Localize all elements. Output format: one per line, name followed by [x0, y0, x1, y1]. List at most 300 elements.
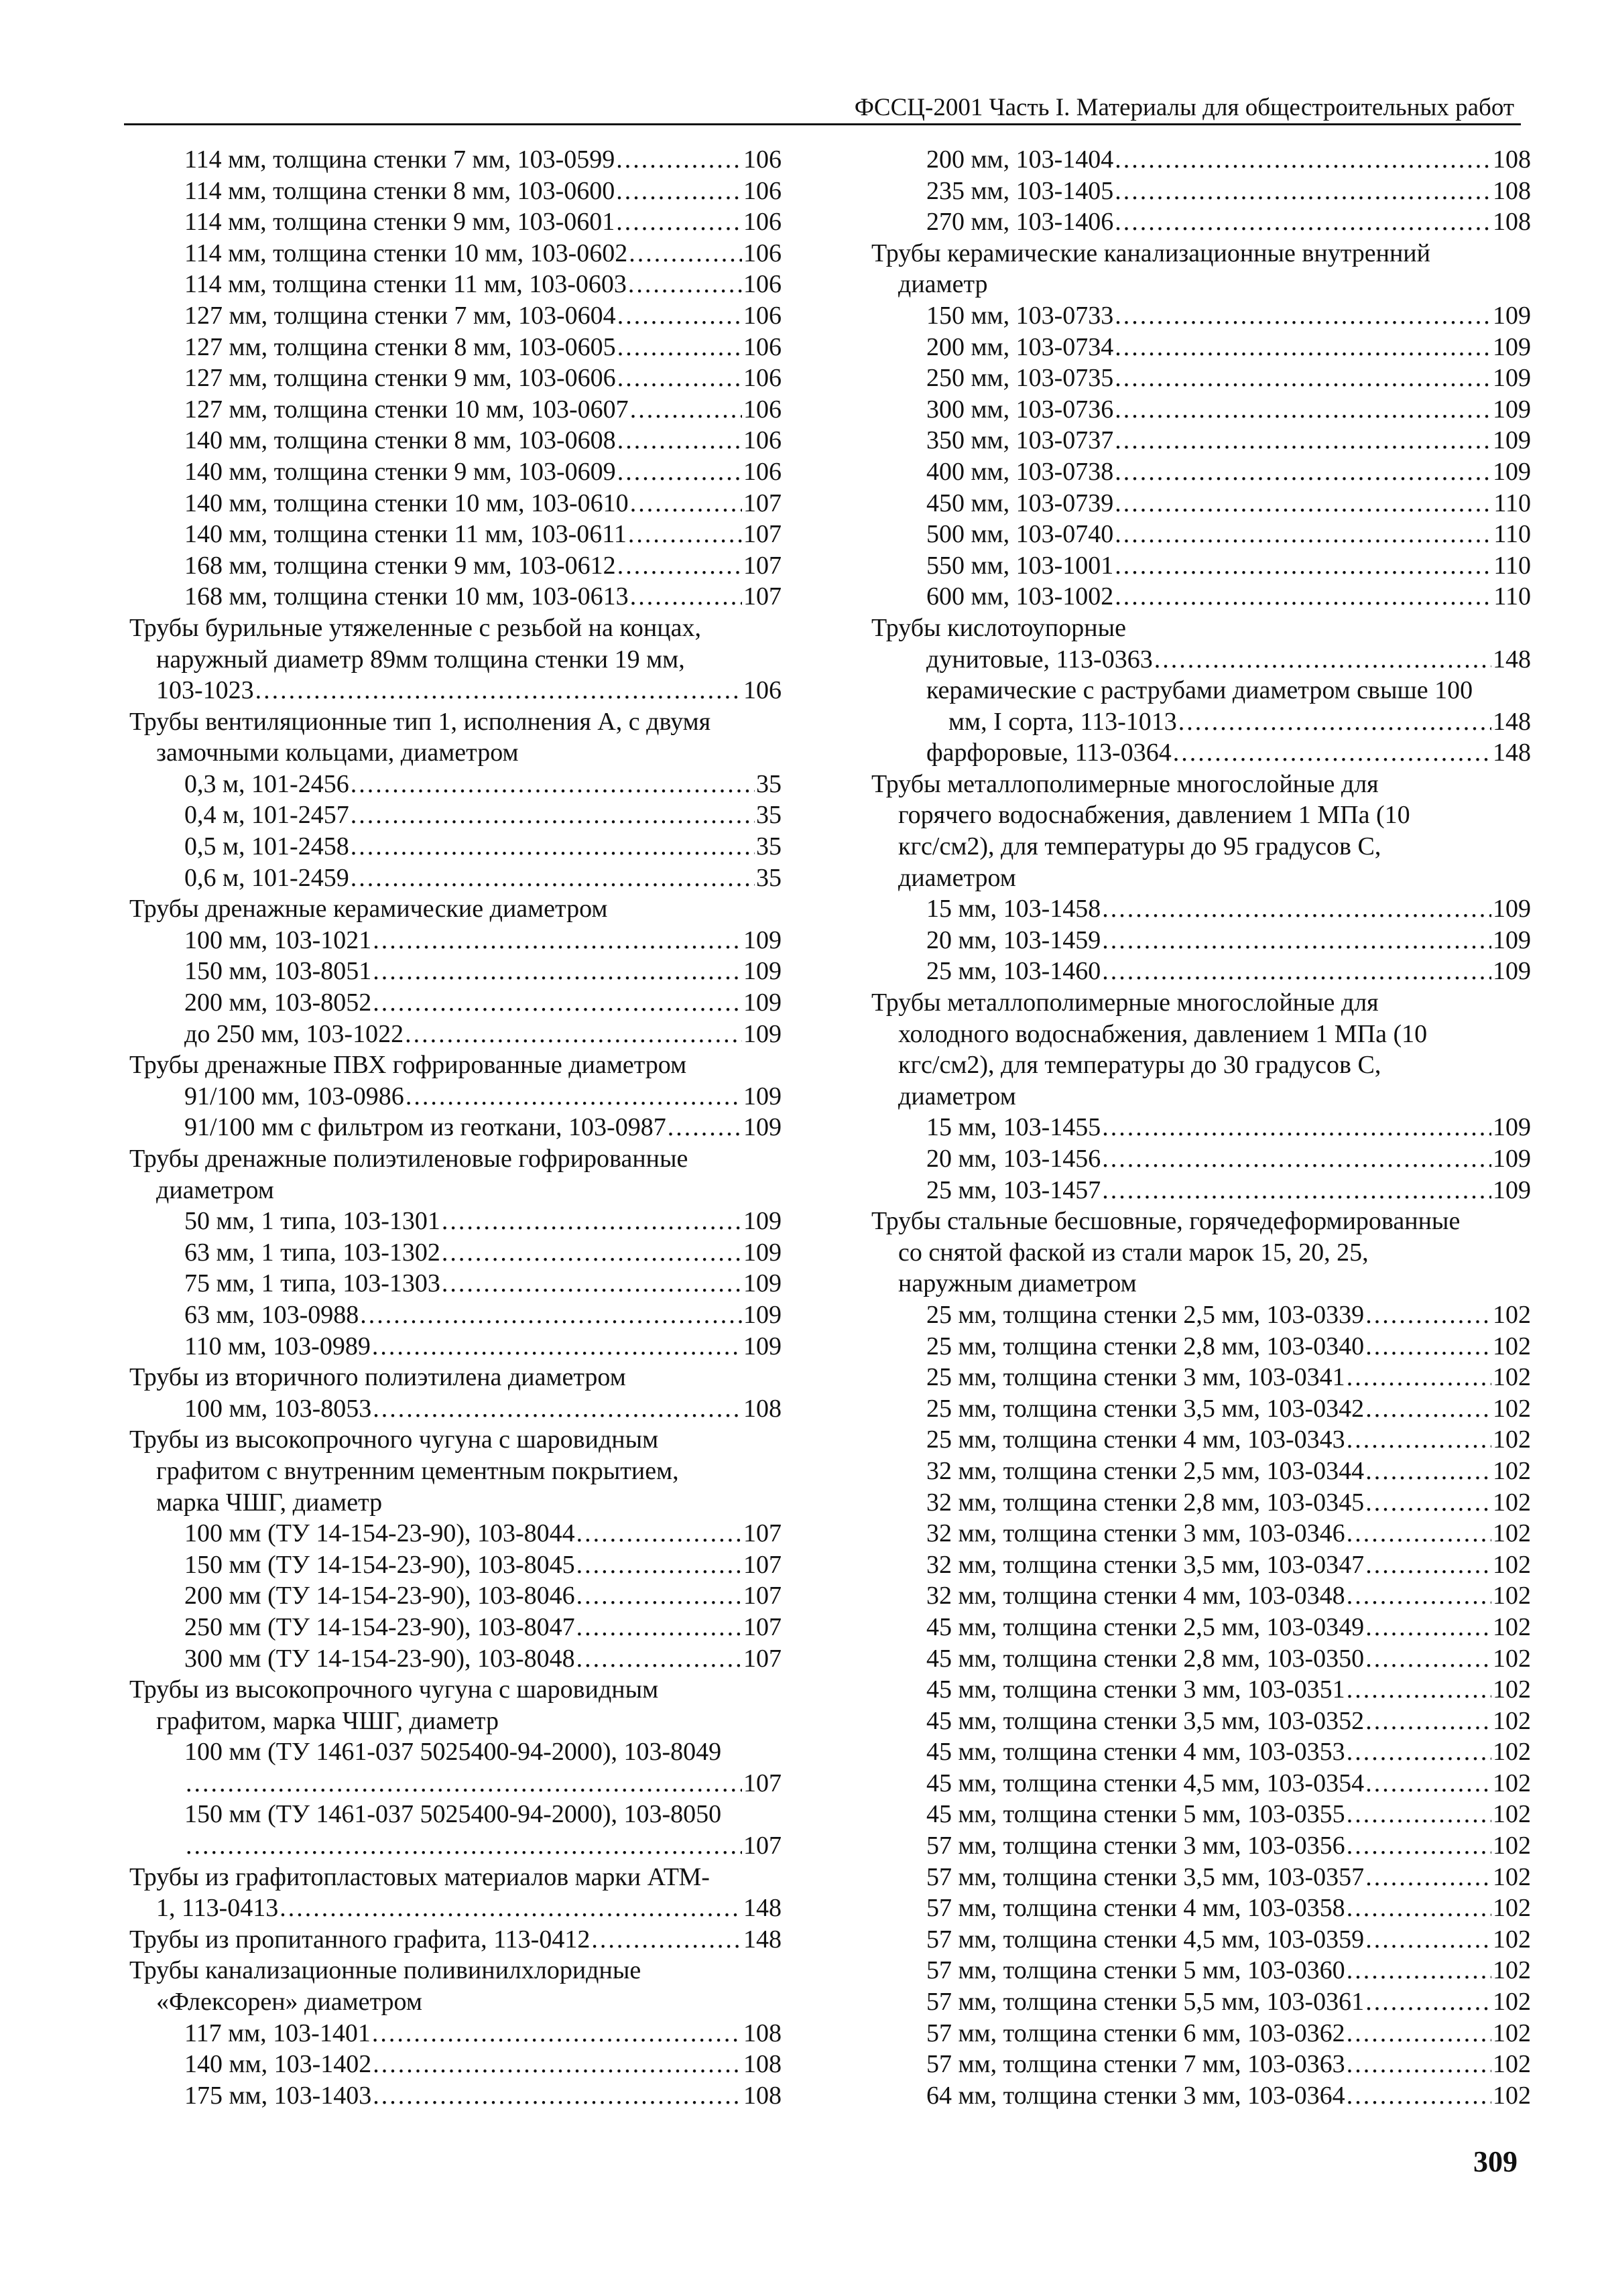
dot-leader: [1365, 1549, 1491, 1581]
entry-text: 57 мм, толщина стенки 4,5 мм, 103-0359: [926, 1925, 1365, 1954]
entry-text: 45 мм, толщина стенки 4,5 мм, 103-0354: [926, 1769, 1365, 1797]
entry-page: 108: [743, 2050, 782, 2079]
dot-leader: [1115, 519, 1492, 550]
entry-page: 102: [1493, 1425, 1531, 1454]
entry-page: 102: [1493, 1738, 1531, 1767]
index-entry: [129, 1986, 782, 2018]
index-entry: [129, 2080, 782, 2112]
entry-page: 148: [743, 1925, 782, 1954]
entry-text: 168 мм, толщина стенки 10 мм, 103-0613: [184, 582, 629, 611]
entry-text: 45 мм, толщина стенки 3,5 мм, 103-0352: [926, 1706, 1365, 1735]
dot-leader: [576, 1549, 742, 1581]
index-entry: [871, 394, 1531, 426]
dot-leader: [576, 1612, 742, 1643]
entry-text: 168 мм, толщина стенки 9 мм, 103-0612: [184, 551, 616, 580]
dot-leader: [1102, 956, 1491, 987]
entry-page: 108: [1493, 208, 1531, 237]
index-entry: [129, 2049, 782, 2080]
entry-page: 35: [756, 832, 782, 861]
entry-page: 102: [1493, 1550, 1531, 1579]
dot-leader: [372, 1331, 742, 1362]
entry-page: 109: [1493, 332, 1531, 361]
entry-text: 140 мм, 103-1402: [184, 2050, 372, 2079]
entry-text: 0,4 м, 101-2457: [184, 801, 349, 830]
index-entry: [129, 800, 782, 831]
entry-text: 25 мм, толщина стенки 3 мм, 103-0341: [926, 1363, 1345, 1392]
entry-page: 102: [1493, 1925, 1531, 1954]
dot-leader: [616, 206, 742, 238]
entry-page: 107: [743, 1832, 782, 1860]
dot-leader: [1347, 1674, 1491, 1706]
entry-text: 200 мм, 103-0734: [926, 332, 1114, 361]
dot-leader: [373, 1393, 742, 1425]
dot-leader: [1347, 1736, 1491, 1768]
entry-text: Трубы из вторичного полиэтилена диаметром: [129, 1363, 626, 1392]
entry-text: 25 мм, толщина стенки 2,8 мм, 103-0340: [926, 1332, 1365, 1360]
dot-leader: [1347, 1893, 1491, 1924]
entry-text: диаметром: [156, 1175, 274, 1204]
entry-page: 109: [1493, 957, 1531, 986]
entry-text: 32 мм, толщина стенки 2,8 мм, 103-0345: [926, 1488, 1365, 1517]
index-entry: [871, 1331, 1531, 1362]
dot-leader: [1115, 550, 1492, 582]
entry-page: 148: [1493, 707, 1531, 736]
dot-leader: [617, 332, 742, 363]
index-entry: [871, 863, 1531, 894]
dot-leader: [1347, 1580, 1491, 1612]
dot-leader: [1347, 1518, 1491, 1549]
index-entry: [129, 206, 782, 238]
index-entry: [129, 706, 782, 738]
entry-page: 102: [1493, 1800, 1531, 1829]
entry-page: 107: [743, 1550, 782, 1579]
index-entry: [129, 456, 782, 488]
entry-page: 108: [743, 2019, 782, 2047]
entry-text: 150 мм (ТУ 1461-037 5025400-94-2000), 103-8050: [184, 1800, 722, 1829]
entry-text: 550 мм, 103-1001: [926, 551, 1114, 580]
entry-text: графитом, марка ЧШГ, диаметр: [156, 1706, 499, 1735]
entry-text: 15 мм, 103-1458: [926, 895, 1101, 923]
dot-leader: [373, 987, 742, 1019]
dot-leader: [1154, 644, 1491, 676]
entry-page: 109: [743, 957, 782, 986]
index-entry: [129, 1799, 782, 1830]
index-entry: [871, 1112, 1531, 1143]
entry-page: 102: [1493, 1363, 1531, 1392]
entry-text: 63 мм, 103-0988: [184, 1300, 359, 1329]
entry-text: 100 мм, 103-8053: [184, 1394, 372, 1423]
index-entry: [871, 1612, 1531, 1643]
entry-page: 109: [1493, 926, 1531, 954]
entry-text: холодного водоснабжения, давлением 1 МПа (10: [898, 1019, 1428, 1048]
index-entry: [129, 1393, 782, 1425]
entry-page: 107: [743, 1644, 782, 1673]
entry-page: 107: [743, 551, 782, 580]
entry-text: 45 мм, толщина стенки 5 мм, 103-0355: [926, 1800, 1345, 1829]
entry-text: Трубы дренажные полиэтиленовые гофрированные: [129, 1145, 688, 1173]
index-entry: [129, 332, 782, 363]
dot-leader: [628, 519, 742, 550]
entry-page: 102: [1493, 1675, 1531, 1704]
entry-page: 107: [743, 489, 782, 517]
entry-page: 110: [1493, 582, 1531, 611]
dot-leader: [351, 863, 755, 894]
entry-page: 109: [743, 1332, 782, 1360]
index-entry: [129, 363, 782, 394]
entry-text: до 250 мм, 103-1022: [184, 1019, 404, 1048]
index-entry: [129, 1237, 782, 1269]
dot-leader: [1365, 1456, 1491, 1487]
entry-text: 32 мм, толщина стенки 4 мм, 103-0348: [926, 1582, 1345, 1610]
entry-text: Трубы дренажные керамические диаметром: [129, 895, 608, 923]
index-entry: [871, 1175, 1531, 1206]
entry-text: Трубы металлополимерные многослойные для: [871, 988, 1379, 1017]
entry-text: 15 мм, 103-1455: [926, 1113, 1101, 1142]
index-entry: [871, 1706, 1531, 1737]
entry-page: 109: [1493, 395, 1531, 424]
dot-leader: [442, 1237, 742, 1269]
entry-text: Трубы канализационные поливинилхлоридные: [129, 1956, 641, 1985]
index-entry: [129, 644, 782, 676]
entry-text: диаметр: [898, 270, 988, 299]
index-entry: [129, 1331, 782, 1362]
dot-leader: [1365, 1643, 1491, 1675]
dot-leader: [280, 1893, 742, 1924]
entry-text: Трубы из пропитанного графита, 113-0412: [129, 1925, 591, 1954]
entry-text: 117 мм, 103-1401: [184, 2019, 371, 2047]
entry-text: 100 мм (ТУ 14-154-23-90), 103-8044: [184, 1519, 575, 1548]
entry-page: 102: [1493, 1488, 1531, 1517]
entry-page: 106: [743, 208, 782, 237]
index-entry: [129, 581, 782, 613]
index-entry: [129, 1081, 782, 1112]
entry-page: 106: [743, 239, 782, 267]
dot-leader: [351, 831, 755, 863]
index-entry: [871, 488, 1531, 519]
index-entry: [129, 300, 782, 332]
dot-leader: [1365, 1393, 1491, 1425]
dot-leader: [1347, 1424, 1491, 1456]
dot-leader: [617, 456, 742, 488]
entry-text: 25 мм, толщина стенки 2,5 мм, 103-0339: [926, 1300, 1365, 1329]
entry-page: 148: [1493, 645, 1531, 674]
entry-page: 102: [1493, 1894, 1531, 1923]
entry-text: 450 мм, 103-0739: [926, 489, 1114, 517]
entry-page: 102: [1493, 1988, 1531, 2017]
index-entry: [871, 1580, 1531, 1612]
dot-leader: [1102, 893, 1491, 925]
entry-text: 350 мм, 103-0737: [926, 426, 1114, 455]
entry-text: Трубы из высокопрочного чугуна с шаровидным: [129, 1425, 659, 1454]
index-column-left: [129, 144, 782, 2111]
entry-text: наружный диаметр 89мм толщина стенки 19 мм,: [156, 645, 685, 674]
dot-leader: [1115, 363, 1491, 394]
entry-text: 140 мм, толщина стенки 10 мм, 103-0610: [184, 489, 629, 517]
index-entry: [871, 363, 1531, 394]
index-entry: [871, 800, 1531, 831]
entry-text: 114 мм, толщина стенки 8 мм, 103-0600: [184, 176, 615, 205]
entry-page: 109: [743, 1269, 782, 1298]
running-header: [124, 91, 1521, 125]
entry-text: 25 мм, толщина стенки 4 мм, 103-0343: [926, 1425, 1345, 1454]
index-entry: [871, 1393, 1531, 1425]
dot-leader: [617, 425, 742, 456]
entry-page: 35: [756, 769, 782, 798]
dot-leader: [1115, 394, 1491, 426]
entry-text: 110 мм, 103-0989: [184, 1332, 371, 1360]
entry-page: 109: [743, 1113, 782, 1142]
dot-leader: [1347, 2049, 1491, 2080]
entry-text: керамические с раструбами диаметром свыше 100: [926, 676, 1473, 705]
entry-page: 108: [1493, 145, 1531, 174]
entry-text: Трубы из графитопластовых материалов марки АТМ-: [129, 1862, 710, 1891]
entry-page: 109: [743, 1207, 782, 1236]
entry-page: 109: [1493, 301, 1531, 330]
entry-text: 32 мм, толщина стенки 2,5 мм, 103-0344: [926, 1456, 1365, 1485]
index-entry: [871, 550, 1531, 582]
entry-page: 109: [743, 1300, 782, 1329]
dot-leader: [576, 1518, 742, 1549]
entry-page: 102: [1493, 1769, 1531, 1797]
dot-leader: [1347, 2018, 1491, 2049]
entry-text: 250 мм, 103-0735: [926, 364, 1114, 393]
entry-page: 102: [1493, 1582, 1531, 1610]
entry-page: 102: [1493, 1612, 1531, 1641]
dot-leader: [1178, 706, 1491, 738]
dot-leader: [617, 363, 742, 394]
dot-leader: [1102, 1175, 1491, 1206]
index-entry: [871, 1081, 1531, 1112]
index-entry: [871, 737, 1531, 769]
index-entry: [129, 269, 782, 300]
entry-text: со снятой фаской из стали марок 15, 20, 25,: [898, 1238, 1369, 1267]
entry-text: 0,5 м, 101-2458: [184, 832, 349, 861]
entry-text: 300 мм (ТУ 14-154-23-90), 103-8048: [184, 1644, 575, 1673]
dot-leader: [668, 1112, 742, 1143]
dot-leader: [186, 1768, 742, 1799]
dot-leader: [617, 300, 742, 332]
index-entry: [871, 2018, 1531, 2049]
dot-leader: [1365, 1706, 1491, 1737]
index-entry: [129, 1518, 782, 1549]
entry-text: Трубы вентиляционные тип 1, исполнения А, с двумя: [129, 707, 711, 736]
dot-leader: [405, 1019, 742, 1050]
entry-page: 106: [743, 176, 782, 205]
index-entry: [871, 1674, 1531, 1706]
index-entry: [871, 1549, 1531, 1581]
entry-text: графитом с внутренним цементным покрытием,: [156, 1456, 679, 1485]
dot-leader: [591, 1924, 742, 1956]
entry-page: 109: [1493, 1145, 1531, 1173]
entry-page: 107: [743, 520, 782, 549]
dot-leader: [373, 2080, 742, 2112]
dot-leader: [616, 176, 742, 207]
index-entry: [129, 238, 782, 269]
index-entry: [129, 1299, 782, 1331]
entry-page: 102: [1493, 1519, 1531, 1548]
dot-leader: [186, 1830, 742, 1862]
index-entry: [129, 1580, 782, 1612]
entry-text: 400 мм, 103-0738: [926, 457, 1114, 486]
index-entry: [871, 2080, 1531, 2112]
index-entry: [871, 300, 1531, 332]
entry-text: мм, I сорта, 113-1013: [948, 707, 1177, 736]
entry-text: Трубы дренажные ПВХ гофрированные диаметром: [129, 1051, 687, 1080]
entry-text: Трубы кислотоупорные: [871, 613, 1126, 642]
index-entry: [129, 1549, 782, 1581]
entry-page: 106: [743, 332, 782, 361]
index-entry: [871, 1518, 1531, 1549]
index-entry: [129, 769, 782, 800]
entry-text: 103-1023: [156, 676, 254, 705]
dot-leader: [1115, 488, 1492, 519]
dot-leader: [1365, 1924, 1491, 1956]
index-entry: [871, 176, 1531, 207]
dot-leader: [1365, 1331, 1491, 1362]
entry-page: 102: [1493, 1706, 1531, 1735]
entry-text: Трубы из высокопрочного чугуна с шаровидным: [129, 1675, 659, 1704]
entry-text: Трубы бурильные утяжеленные с резьбой на концах,: [129, 613, 701, 642]
entry-page: 102: [1493, 1394, 1531, 1423]
index-entry: [129, 831, 782, 863]
entry-page: 109: [1493, 426, 1531, 455]
index-entry: [871, 1768, 1531, 1799]
entry-page: 106: [743, 395, 782, 424]
dot-leader: [576, 1580, 742, 1612]
index-entry: [129, 1893, 782, 1924]
entry-text: горячего водоснабжения, давлением 1 МПа (10: [898, 801, 1410, 830]
entry-text: 57 мм, толщина стенки 3 мм, 103-0356: [926, 1832, 1345, 1860]
entry-text: 32 мм, толщина стенки 3 мм, 103-0346: [926, 1519, 1345, 1548]
entry-page: 107: [743, 582, 782, 611]
index-column-right: [871, 144, 1531, 2111]
entry-text: 150 мм, 103-0733: [926, 301, 1114, 330]
dot-leader: [1115, 581, 1492, 613]
index-entry: [871, 456, 1531, 488]
entry-text: диаметром: [898, 1082, 1016, 1110]
index-entry: [129, 1643, 782, 1675]
dot-leader: [617, 550, 742, 582]
dot-leader: [1365, 1612, 1491, 1643]
entry-page: 106: [743, 426, 782, 455]
entry-text: 270 мм, 103-1406: [926, 208, 1114, 237]
index-entry: [129, 1456, 782, 1487]
entry-text: марка ЧШГ, диаметр: [156, 1488, 383, 1517]
dot-leader: [630, 488, 742, 519]
index-entry: [871, 1424, 1531, 1456]
entry-text: 150 мм (ТУ 14-154-23-90), 103-8045: [184, 1550, 575, 1579]
index-entry: [129, 987, 782, 1019]
entry-text: 140 мм, толщина стенки 11 мм, 103-0611: [184, 520, 627, 549]
index-entry: [129, 1955, 782, 1986]
entry-text: 175 мм, 103-1403: [184, 2081, 372, 2110]
entry-page: 107: [743, 1769, 782, 1797]
index-entry: [871, 425, 1531, 456]
index-entry: [871, 1830, 1531, 1862]
entry-text: кгс/см2), для температуры до 95 градусов С,: [898, 832, 1381, 861]
dot-leader: [1115, 332, 1491, 363]
dot-leader: [630, 581, 742, 613]
entry-text: 50 мм, 1 типа, 103-1301: [184, 1207, 440, 1236]
dot-leader: [255, 675, 742, 706]
dot-leader: [1115, 456, 1491, 488]
entry-text: 127 мм, толщина стенки 10 мм, 103-0607: [184, 395, 629, 424]
entry-text: 75 мм, 1 типа, 103-1303: [184, 1269, 440, 1298]
dot-leader: [629, 238, 742, 269]
dot-leader: [1102, 1143, 1491, 1175]
index-entry: [871, 613, 1531, 644]
entry-page: 102: [1493, 1832, 1531, 1860]
entry-page: 109: [743, 926, 782, 954]
entry-text: 200 мм, 103-1404: [926, 145, 1114, 174]
entry-text: 500 мм, 103-0740: [926, 520, 1114, 549]
entry-text: «Флексорен» диаметром: [156, 1988, 422, 2017]
entry-page: 109: [743, 1019, 782, 1048]
index-entry: [129, 425, 782, 456]
entry-page: 110: [1493, 520, 1531, 549]
dot-leader: [628, 269, 742, 300]
index-entry: [871, 956, 1531, 987]
entry-page: 35: [756, 863, 782, 892]
index-entry: [871, 1299, 1531, 1331]
index-entry: [871, 144, 1531, 176]
index-entry: [871, 238, 1531, 269]
dot-leader: [1347, 1830, 1491, 1862]
entry-page: 106: [743, 145, 782, 174]
entry-text: 200 мм (ТУ 14-154-23-90), 103-8046: [184, 1582, 575, 1610]
entry-page: 106: [743, 676, 782, 705]
entry-page: 107: [743, 1582, 782, 1610]
entry-text: 300 мм, 103-0736: [926, 395, 1114, 424]
entry-text: 114 мм, толщина стенки 10 мм, 103-0602: [184, 239, 628, 267]
entry-text: 127 мм, толщина стенки 7 мм, 103-0604: [184, 301, 616, 330]
dot-leader: [1115, 425, 1491, 456]
entry-page: 108: [743, 1394, 782, 1423]
index-entry: [871, 675, 1531, 706]
dot-leader: [1347, 1955, 1491, 1986]
entry-text: 25 мм, 103-1457: [926, 1175, 1101, 1204]
entry-page: 102: [1493, 1644, 1531, 1673]
entry-text: диаметром: [898, 863, 1016, 892]
entry-text: дунитовые, 113-0363: [926, 645, 1153, 674]
index-entry: [129, 925, 782, 956]
dot-leader: [1347, 1799, 1491, 1830]
entry-text: 114 мм, толщина стенки 11 мм, 103-0603: [184, 270, 627, 299]
index-entry: [871, 1268, 1531, 1299]
entry-text: 63 мм, 1 типа, 103-1302: [184, 1238, 440, 1267]
index-entry: [871, 831, 1531, 863]
index-entry: [129, 956, 782, 987]
entry-page: 109: [1493, 895, 1531, 923]
entry-text: 150 мм, 103-8051: [184, 957, 372, 986]
index-entry: [129, 144, 782, 176]
index-entry: [871, 1237, 1531, 1269]
entry-page: 102: [1493, 1862, 1531, 1891]
dot-leader: [351, 800, 755, 831]
index-entry: [871, 1143, 1531, 1175]
entry-page: 108: [1493, 176, 1531, 205]
dot-leader: [406, 1081, 742, 1112]
entry-text: кгс/см2), для температуры до 30 градусов С,: [898, 1051, 1381, 1080]
index-entry: [129, 613, 782, 644]
header-title: ФССЦ-2001 Часть I. Материалы для общестроительных работ: [854, 94, 1514, 121]
entry-page: 110: [1493, 489, 1531, 517]
dot-leader: [373, 2049, 742, 2080]
index-entry: [129, 1830, 782, 1862]
index-entry: [129, 863, 782, 894]
entry-page: 106: [743, 301, 782, 330]
index-entry: [871, 1893, 1531, 1924]
